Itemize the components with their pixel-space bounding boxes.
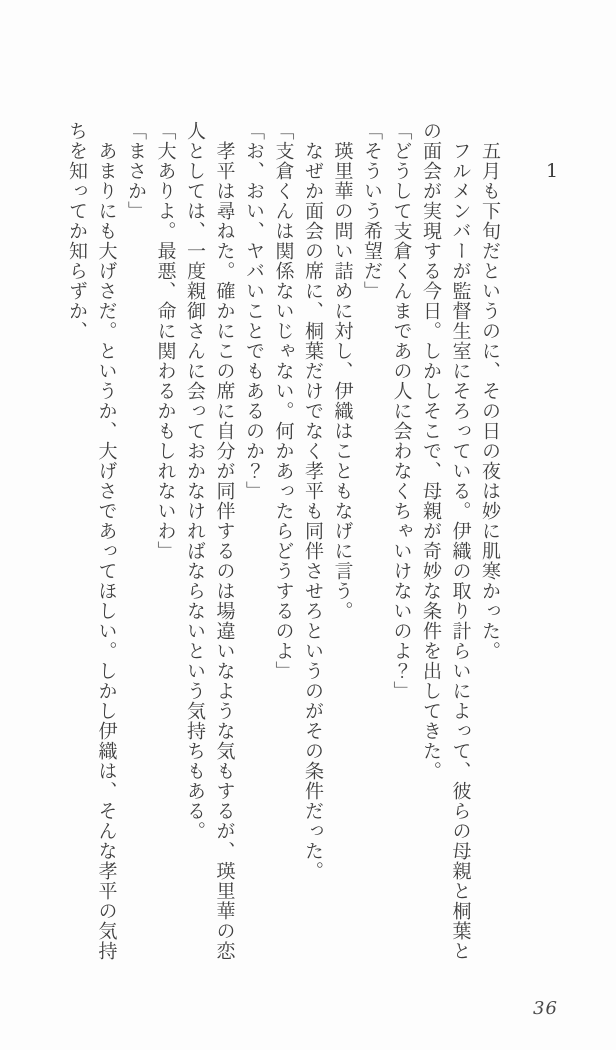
text-column: 人としては、一度親御さんに会っておかなければならないという気持ちもある。: [184, 121, 206, 841]
text-column: ちを知ってか知らずか、: [66, 121, 88, 341]
text-column: 「どうして支倉くんまであの人に会わなくちゃいけないのよ？」: [390, 121, 413, 701]
text-column: 瑛里華の問い詰めに対し、伊織はこともなげに言う。: [331, 141, 354, 621]
text-column: 「まさか」: [125, 121, 147, 221]
text-column: 「大ありよ。最悪、命に関わるかもしれないわ」: [154, 121, 177, 561]
text-column: 「お、おい、ヤバいことでもあるのか？」: [243, 121, 265, 501]
chapter-number: 1: [545, 160, 559, 182]
text-column: 孝平は尋ねた。確かにこの席に自分が同伴するのは場違いなような気もするが、瑛里華の恋: [213, 141, 236, 961]
text-column: 五月も下旬だというのに、その日の夜は妙に肌寒かった。: [479, 141, 501, 661]
text-column: あまりにも大げさだ。というか、大げさであってほしい。しかし伊織は、そんな孝平の気持: [95, 141, 118, 961]
text-column: なぜか面会の席に、桐葉だけでなく孝平も同伴させろというのがその条件だった。: [302, 141, 324, 881]
text-column: フルメンバーが監督生室にそろっている。伊織の取り計らいによって、彼らの母親と桐葉と: [449, 141, 472, 961]
text-column: 「支倉くんは関係ないじゃない。何かあったらどうするのよ」: [272, 121, 295, 681]
text-column: 「そういう希望だ」: [361, 121, 383, 301]
vertical-text-block: [62, 121, 505, 969]
page-number: 36: [533, 998, 558, 1019]
text-column: の面会が実現する今日。しかしそこで、母親が奇妙な条件を出してきた。: [420, 121, 442, 781]
